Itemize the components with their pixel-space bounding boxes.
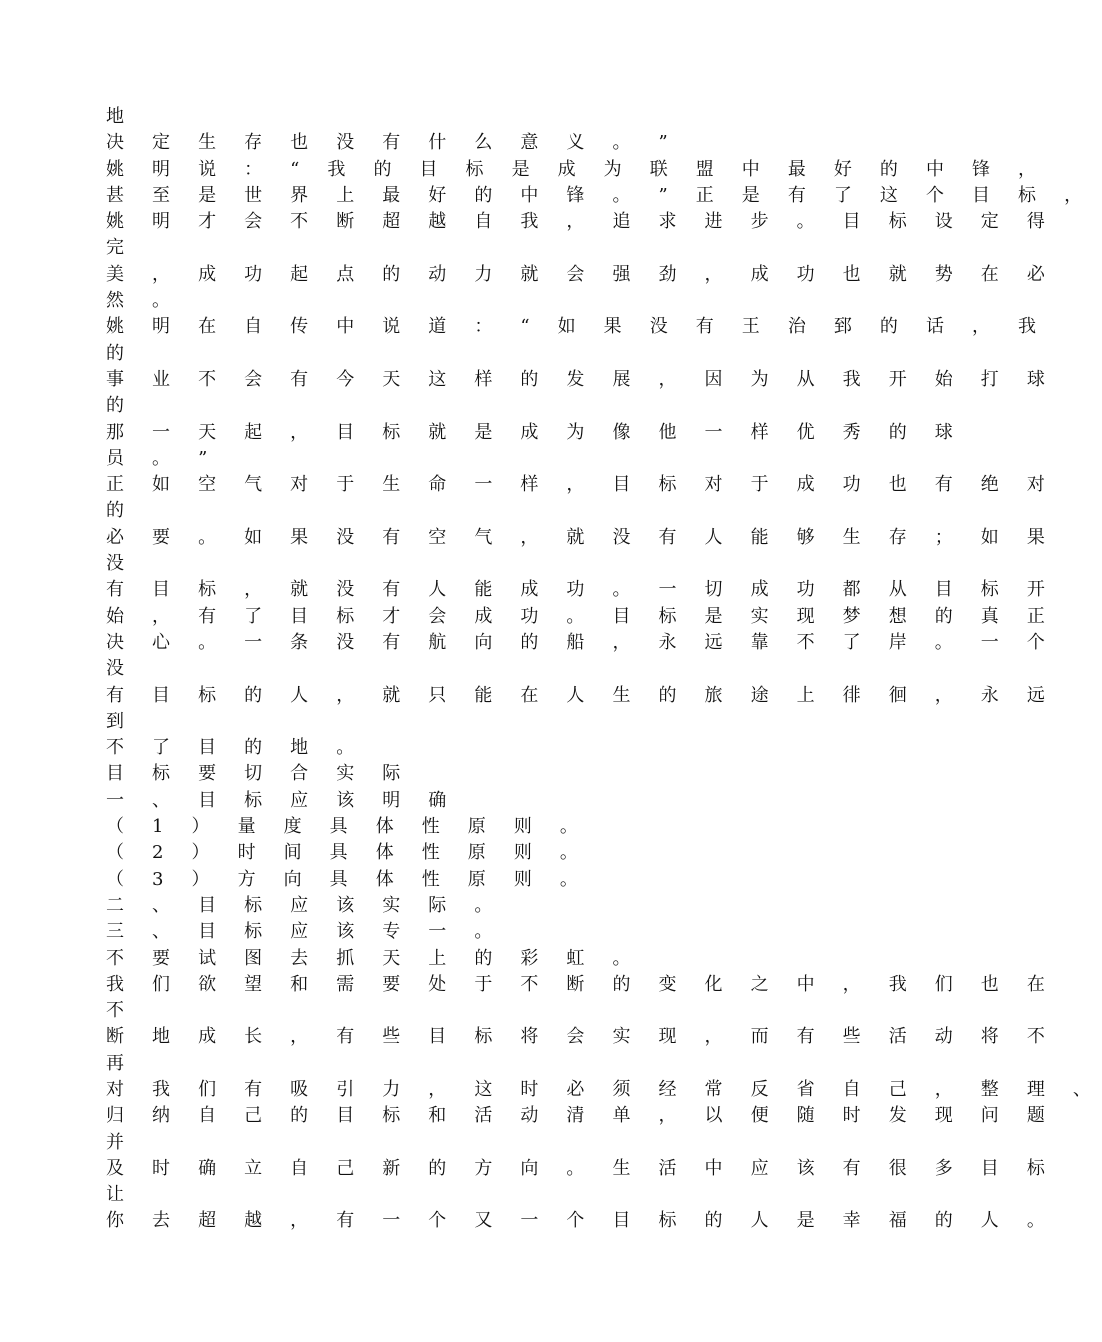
text-line: 完 <box>106 237 136 259</box>
text-line: 地 <box>106 106 136 127</box>
text-line: 我 们 欲 望 和 需 要 处 于 不 断 的 变 化 之 中 ， 我 们 也 在 <box>106 973 1056 995</box>
text-line: 的 <box>106 500 136 522</box>
text-line: 不 了 目 的 地 。 <box>106 737 366 759</box>
text-line: 的 <box>106 342 136 364</box>
text-line: 没 <box>106 658 136 680</box>
text-line: 始 ， 有 了 目 标 才 会 成 功 。 目 标 是 实 现 梦 想 的 真 正 <box>106 605 1056 627</box>
text-line: 必 要 。 如 果 没 有 空 气 ， 就 没 有 人 能 够 生 存 ； 如 果 <box>106 526 1056 548</box>
text-line: （ 1 ） 量 度 具 体 性 原 则 。 <box>106 816 590 838</box>
text-line: 有 目 标 ， 就 没 有 人 能 成 功 。 一 切 成 功 都 从 目 标 开 <box>106 579 1056 601</box>
text-line: 让 <box>106 1184 136 1206</box>
text-line: 决 定 生 存 也 没 有 什 么 意 义 。 ” <box>106 132 679 154</box>
text-line: 对 我 们 有 吸 引 力 ， 这 时 必 须 经 常 反 省 自 己 ， 整 理 、 <box>106 1078 1102 1100</box>
text-line: 姚 明 才 会 不 断 超 越 自 我 ， 追 求 进 步 。 目 标 设 定 得 <box>106 211 1056 233</box>
text-line: 你 去 超 越 ， 有 一 个 又 一 个 目 标 的 人 是 幸 福 的 人 。 <box>106 1210 1056 1232</box>
text-line: 再 <box>106 1052 136 1074</box>
text-line: 决 心 。 一 条 没 有 航 向 的 船 ， 永 远 靠 不 了 岸 。 一 个 <box>106 631 1056 653</box>
text-line: 到 <box>106 710 136 732</box>
text-line: 断 地 成 长 ， 有 些 目 标 将 会 实 现 ， 而 有 些 活 动 将 不 <box>106 1026 1056 1048</box>
text-line: 二 、 目 标 应 该 实 际 。 <box>106 894 504 916</box>
text-line: （ 3 ） 方 向 具 体 性 原 则 。 <box>106 868 590 890</box>
text-line: 那 一 天 起 ， 目 标 就 是 成 为 像 他 一 样 优 秀 的 球 <box>106 421 964 443</box>
text-line: 姚 明 在 自 传 中 说 道 ： “ 如 果 没 有 王 治 郅 的 话 ， 我 <box>106 316 1048 338</box>
text-line: 正 如 空 气 对 于 生 命 一 样 ， 目 标 对 于 成 功 也 有 绝 对 <box>106 474 1056 496</box>
text-line: 不 要 试 图 去 抓 天 上 的 彩 虹 。 <box>106 947 642 969</box>
text-line: 归 纳 自 己 的 目 标 和 活 动 清 单 ， 以 便 随 时 发 现 问 题 <box>106 1105 1056 1127</box>
text-line: 及 时 确 立 自 己 新 的 方 向 。 生 活 中 应 该 有 很 多 目 标 <box>106 1157 1056 1179</box>
body-text <box>106 104 1102 1235</box>
text-line: 然 。 <box>106 290 182 312</box>
text-line: 甚 至 是 世 界 上 最 好 的 中 锋 。 ” 正 是 有 了 这 个 目 标 ， <box>106 184 1094 206</box>
text-line: （ 2 ） 时 间 具 体 性 原 则 。 <box>106 842 590 864</box>
text-line: 员 。 ” <box>106 447 219 469</box>
text-line: 没 <box>106 553 136 575</box>
text-line: 不 <box>106 1000 136 1022</box>
text-line: 一 、 目 标 应 该 明 确 <box>106 789 458 811</box>
text-line: 有 目 标 的 人 ， 就 只 能 在 人 生 的 旅 途 上 徘 徊 ， 永 远 <box>106 684 1056 706</box>
section-heading: 目 标 要 切 合 实 际 <box>106 763 412 785</box>
text-line: 的 <box>106 395 136 417</box>
text-line: 并 <box>106 1131 136 1153</box>
text-line: 姚 明 说 ： “ 我 的 目 标 是 成 为 联 盟 中 最 好 的 中 锋 ， <box>106 158 1048 180</box>
text-line: 事 业 不 会 有 今 天 这 样 的 发 展 ， 因 为 从 我 开 始 打 球 <box>106 368 1056 390</box>
text-line: 美 ， 成 功 起 点 的 动 力 就 会 强 劲 ， 成 功 也 就 势 在 必 <box>106 263 1056 285</box>
text-line: 三 、 目 标 应 该 专 一 。 <box>106 921 504 943</box>
